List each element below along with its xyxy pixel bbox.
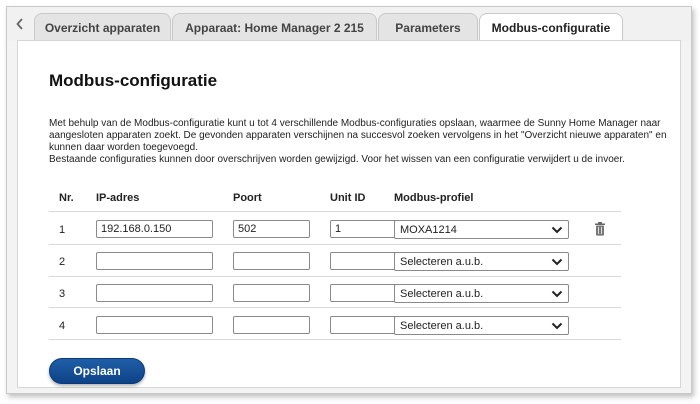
header-port: Poort <box>233 192 262 204</box>
tab-bar <box>7 7 691 41</box>
header-modbus-profile: Modbus-profiel <box>394 192 474 204</box>
chevron-down-icon <box>551 290 563 298</box>
row-4-profile-select[interactable] <box>394 316 569 335</box>
chevron-down-icon <box>551 226 563 234</box>
page-title: Modbus-configuratie <box>49 71 218 90</box>
trash-icon[interactable] <box>594 222 606 236</box>
row-2-port-input[interactable] <box>233 252 310 270</box>
chevron-left-icon <box>16 18 24 30</box>
table-divider <box>49 244 621 245</box>
row-1-ip-input[interactable] <box>96 220 213 238</box>
description-paragraph: Met behulp van de Modbus-configuratie kunt u tot 4 verschillende Modbus-configuraties opslaan, waarmee de Sunny Home Manager naar aangesloten apparaten zoekt. De gevonden apparaten verschijnen na succesvol zoeken vervolgens in het "Overzicht nieuwe apparaten" en kunnen daar worden toegevoegd. <box>49 118 667 153</box>
table-divider <box>49 307 621 308</box>
row-4-nr: 4 <box>59 320 66 332</box>
tab-modbus-configuration[interactable]: Modbus-configuratie <box>479 13 623 42</box>
row-1-port-input[interactable] <box>233 220 310 238</box>
chevron-down-icon <box>551 322 563 330</box>
chevron-down-icon <box>551 258 563 266</box>
tab-device-overview[interactable]: Overzicht apparaten <box>34 13 171 41</box>
app-window <box>6 6 692 394</box>
row-2-ip-input[interactable] <box>96 252 213 270</box>
row-3-profile-select[interactable] <box>394 284 569 303</box>
tab-parameters[interactable]: Parameters <box>378 13 478 41</box>
header-ip-address: IP-adres <box>96 192 140 204</box>
row-2-profile-value: Selecteren a.u.b. <box>400 255 484 268</box>
content-panel <box>17 40 681 388</box>
row-2-profile-select[interactable] <box>394 252 569 271</box>
header-unit-id: Unit ID <box>330 192 366 204</box>
row-4-profile-value: Selecteren a.u.b. <box>400 319 484 332</box>
row-1-profile-value: MOXA1214 <box>400 223 457 236</box>
row-3-port-input[interactable] <box>233 284 310 302</box>
tab-device-home-manager[interactable]: Apparaat: Home Manager 2 215 <box>172 13 377 41</box>
save-button[interactable]: Opslaan <box>49 358 145 384</box>
header-nr: Nr. <box>59 192 74 204</box>
row-3-profile-value: Selecteren a.u.b. <box>400 287 484 300</box>
row-4-ip-input[interactable] <box>96 316 213 334</box>
tab-back-button[interactable] <box>7 7 33 41</box>
row-1-nr: 1 <box>59 224 66 236</box>
row-3-ip-input[interactable] <box>96 284 213 302</box>
row-1-profile-select[interactable] <box>394 220 569 239</box>
row-3-nr: 3 <box>59 288 66 300</box>
row-2-nr: 2 <box>59 256 66 268</box>
page-description <box>49 118 679 166</box>
row-4-port-input[interactable] <box>233 316 310 334</box>
description-paragraph-2: Bestaande configuraties kunnen door overschrijven worden gewijzigd. Voor het wissen van een configuratie verwijdert u de invoer. <box>49 154 625 165</box>
table-divider <box>49 211 621 212</box>
table-divider <box>49 276 621 277</box>
table-divider <box>49 339 621 340</box>
